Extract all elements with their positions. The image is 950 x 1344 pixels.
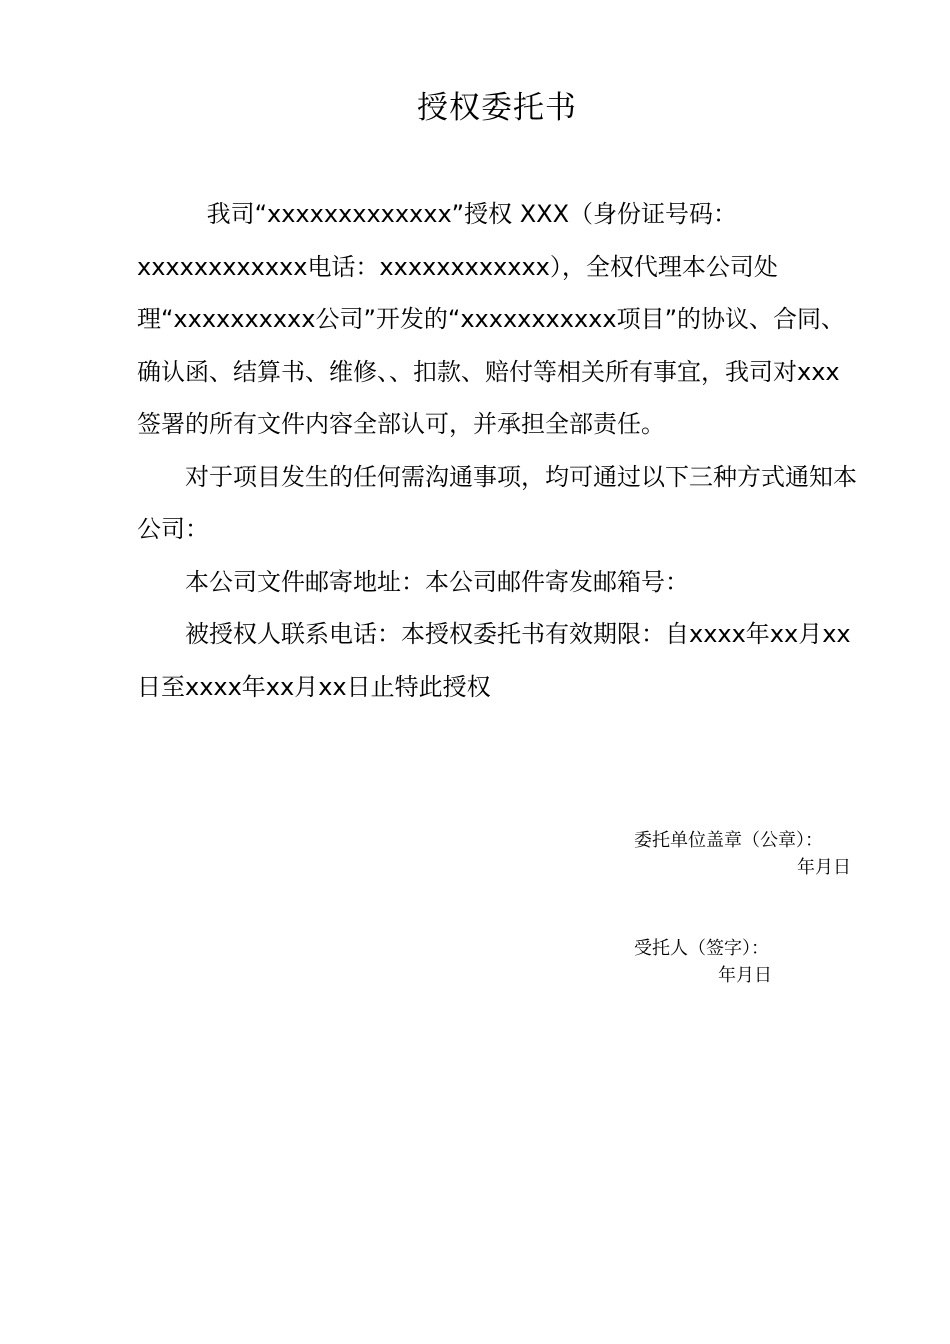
communication-paragraph: 对于项目发生的任何需沟通事项，均可通过以下三种方式通知本公司：: [137, 462, 857, 543]
trustee-date: 年月日: [718, 965, 772, 986]
entrusting-unit-date: 年月日: [797, 857, 851, 878]
entrusting-unit-seal-label: 委托单位盖章（公章）：: [634, 830, 823, 851]
mailing-address-paragraph: 本公司文件邮寄地址：本公司邮件寄发邮箱号：: [185, 567, 689, 596]
validity-period-paragraph: 被授权人联系电话：本授权委托书有效期限：自xxxx年xx月xx日至xxxx年xx月xx日止特此授权: [137, 620, 851, 701]
document-title: 授权委托书: [417, 90, 577, 126]
authorization-paragraph: 我司“xxxxxxxxxxxxx”授权 XXX（身份证号码：xxxxxxxxxxxx电话：xxxxxxxxxxxx），全权代理本公司处理“xxxxxxxxxx公司”开发的“xxxxxxxxxxx项目”的协议、合同、确认函、结算书、维修、、扣款、赔付等相关所有事宜，我司对xxx签署的所有文件内容全部认可，并承担全部责任。: [137, 200, 845, 438]
document-body: [137, 188, 859, 713]
trustee-signature-label: 受托人（签字）：: [634, 938, 769, 959]
